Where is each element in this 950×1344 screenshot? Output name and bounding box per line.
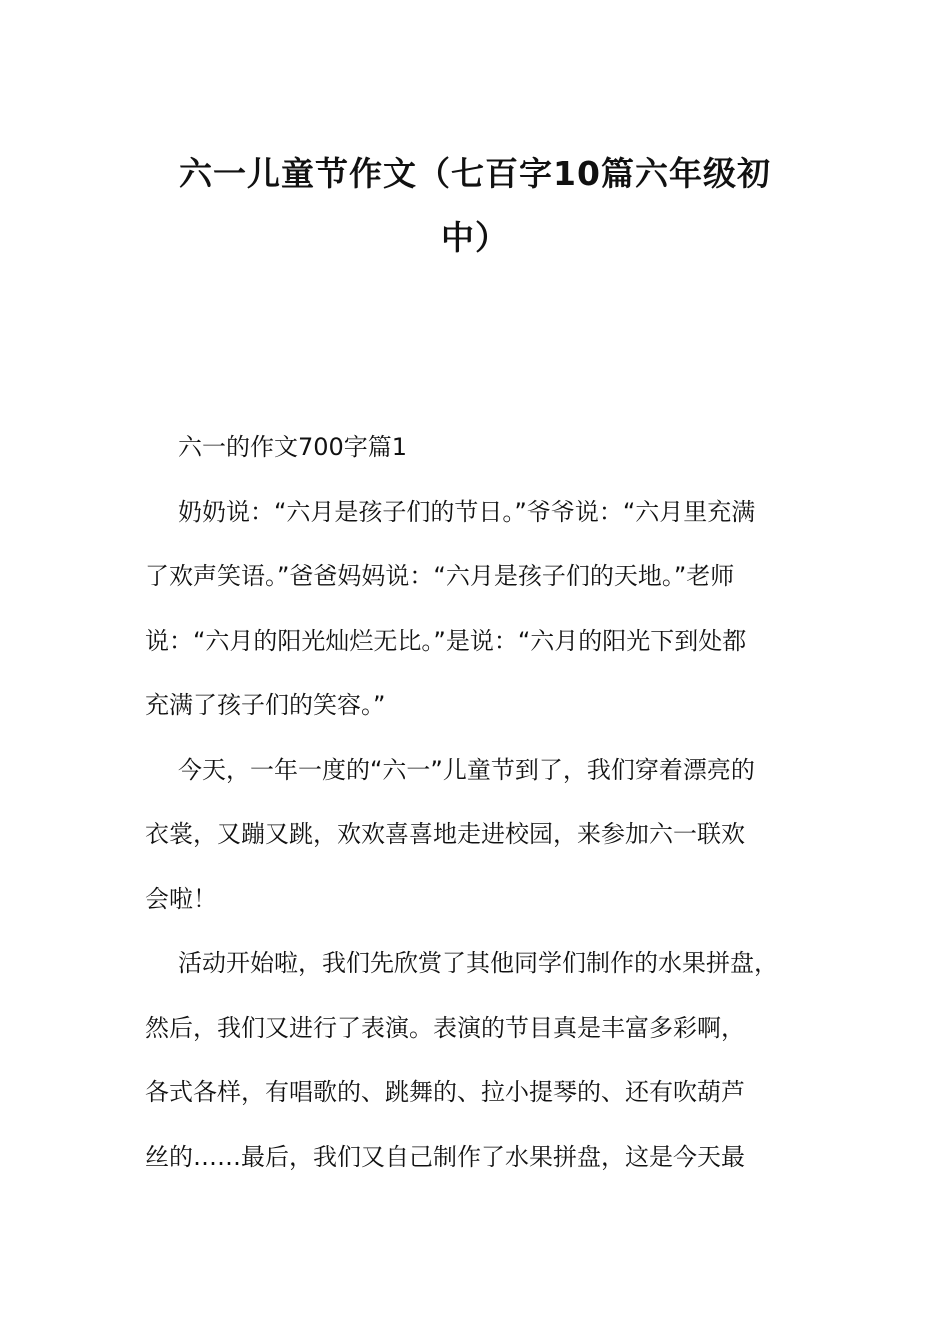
paragraph-line: 然后，我们又进行了表演。表演的节目真是丰富多彩啊， [145,1013,745,1042]
document-body [145,415,835,1189]
paragraph-line: 各式各样，有唱歌的、跳舞的、拉小提琴的、还有吹葫芦 [145,1078,745,1106]
paragraph-line: 说：“六月的阳光灿烂无比。”是说：“六月的阳光下到处都 [145,626,747,655]
paragraph-line: 活动开始啦，我们先欣赏了其他同学们制作的水果拼盘， [178,949,778,977]
paragraph-line: 丝的……最后，我们又自己制作了水果拼盘，这是今天最 [145,1142,745,1171]
paragraph-line: 衣裳，又蹦又跳，欢欢喜喜地走进校园，来参加六一联欢 [145,820,745,848]
title-line-1: 六一儿童节作文（七百字10篇六年级初 [179,154,771,193]
paragraph-line: 了欢声笑语。”爸爸妈妈说：“六月是孩子们的天地。”老师 [145,562,735,590]
title-line-2: 中） [441,218,509,257]
paragraph-line: 今天，一年一度的“六一”儿童节到了，我们穿着漂亮的 [178,755,755,784]
document-title [140,142,810,270]
paragraph-line: 充满了孩子们的笑容。” [145,691,386,719]
section-heading: 六一的作文700字篇1 [178,433,408,461]
paragraph-line: 会啦！ [145,884,217,913]
paragraph-line: 奶奶说：“六月是孩子们的节日。”爷爷说：“六月里充满 [178,497,756,526]
